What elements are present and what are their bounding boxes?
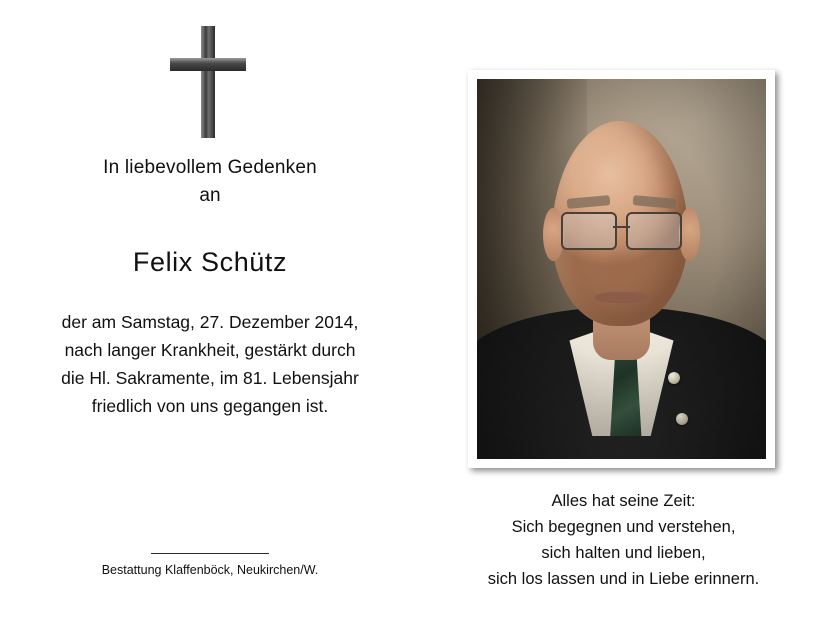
funeral-home-credit: Bestattung Klaffenböck, Neukirchen/W.	[101, 563, 319, 577]
verse-line: sich los lassen und in Liebe erinnern.	[487, 570, 760, 588]
passing-text-line: der am Samstag, 27. Dezember 2014,	[61, 312, 359, 332]
memorial-intro-line-1: In liebevollem Gedenken	[103, 157, 317, 178]
photo-nose	[607, 239, 636, 288]
photo-mouth	[595, 292, 647, 303]
passing-text	[0, 308, 420, 420]
verse-line: Sich begegnen und verstehen,	[511, 518, 736, 536]
photo-ear-right	[679, 208, 699, 261]
passing-text-line: nach langer Krankheit, gestärkt durch	[64, 340, 356, 360]
memorial-intro-line-2: an	[199, 185, 221, 206]
photo-lens-left	[561, 212, 617, 250]
photo-lens-right	[626, 212, 682, 250]
passing-text-line: die Hl. Sakramente, im 81. Lebensjahr	[61, 368, 359, 388]
right-column	[420, 0, 827, 620]
cross-icon	[150, 22, 270, 142]
verse-line: sich halten und lieben,	[541, 544, 706, 562]
divider	[151, 553, 269, 554]
verse-line: Alles hat seine Zeit:	[551, 492, 696, 510]
photo-glasses-bridge	[613, 226, 630, 228]
verse-text	[420, 488, 827, 592]
memorial-intro	[0, 155, 420, 211]
passing-text-line: friedlich von uns gegangen ist.	[91, 396, 329, 416]
footer-block	[0, 553, 420, 578]
portrait-photo-image	[477, 79, 766, 459]
photo-jacket-button	[668, 372, 680, 384]
portrait-photo	[468, 70, 775, 468]
deceased-name: Felix Schütz	[132, 247, 288, 277]
